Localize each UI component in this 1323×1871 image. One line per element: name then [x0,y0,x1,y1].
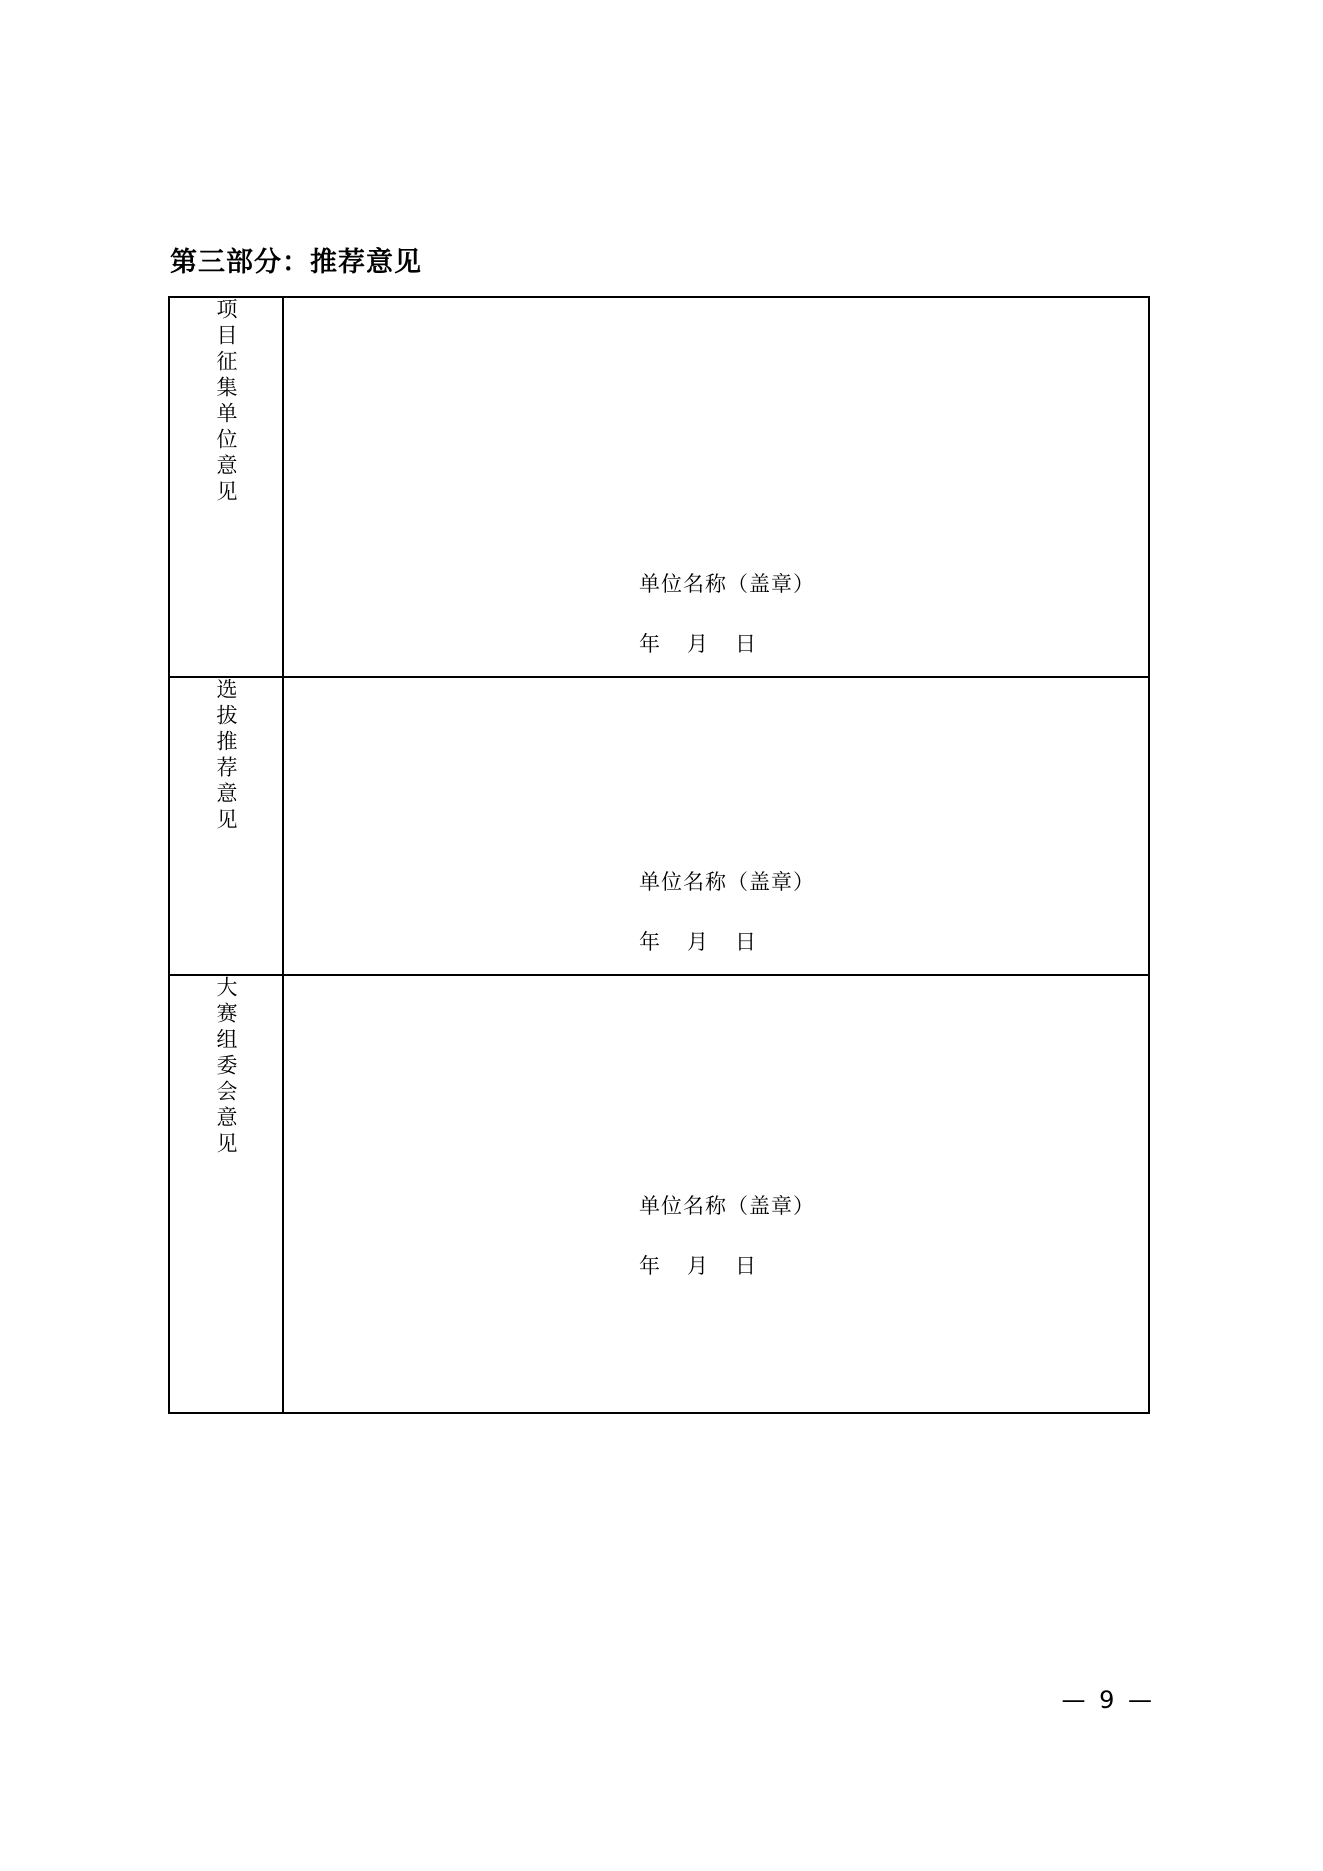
row-content-cell-organizing-committee[interactable] [283,975,1149,1413]
row-label-text: 大赛组委会意见 [214,976,239,1158]
date-line [284,1250,1148,1280]
date-day-label: 日 [735,930,757,954]
page-title: 第三部分：推荐意见 [170,247,422,278]
page-number: — 9 — [1061,1686,1155,1714]
row-label-text: 选拔推荐意见 [214,678,239,834]
date-month-label: 月 [687,930,709,954]
signature-stamp-label: 单位名称（盖章） [639,870,815,894]
row-label-cell-project-collection-unit [169,297,283,677]
signature-stamp-label: 单位名称（盖章） [639,572,815,596]
opinion-entry-area[interactable] [284,976,1148,1412]
label-inner [170,678,282,834]
row-label-text: 项目征集单位意见 [214,298,239,506]
date-line [284,926,1148,956]
date-day-label: 日 [735,1254,757,1278]
opinion-entry-area[interactable] [284,678,1148,974]
date-month-label: 月 [687,632,709,656]
opinion-entry-area[interactable] [284,298,1148,676]
date-month-label: 月 [687,1254,709,1278]
row-label-cell-organizing-committee [169,975,283,1413]
row-label-cell-selection-recommendation [169,677,283,975]
date-day-label: 日 [735,632,757,656]
row-content-cell-project-collection-unit[interactable] [283,297,1149,677]
table-row [169,975,1149,1413]
table-row [169,677,1149,975]
date-year-label: 年 [639,930,661,954]
date-line [284,628,1148,658]
date-year-label: 年 [639,632,661,656]
label-inner [170,298,282,506]
date-year-label: 年 [639,1254,661,1278]
row-content-cell-selection-recommendation[interactable] [283,677,1149,975]
recommendation-opinions-table [168,296,1150,1414]
label-inner [170,976,282,1158]
signature-stamp-label: 单位名称（盖章） [639,1194,815,1218]
table-row [169,297,1149,677]
